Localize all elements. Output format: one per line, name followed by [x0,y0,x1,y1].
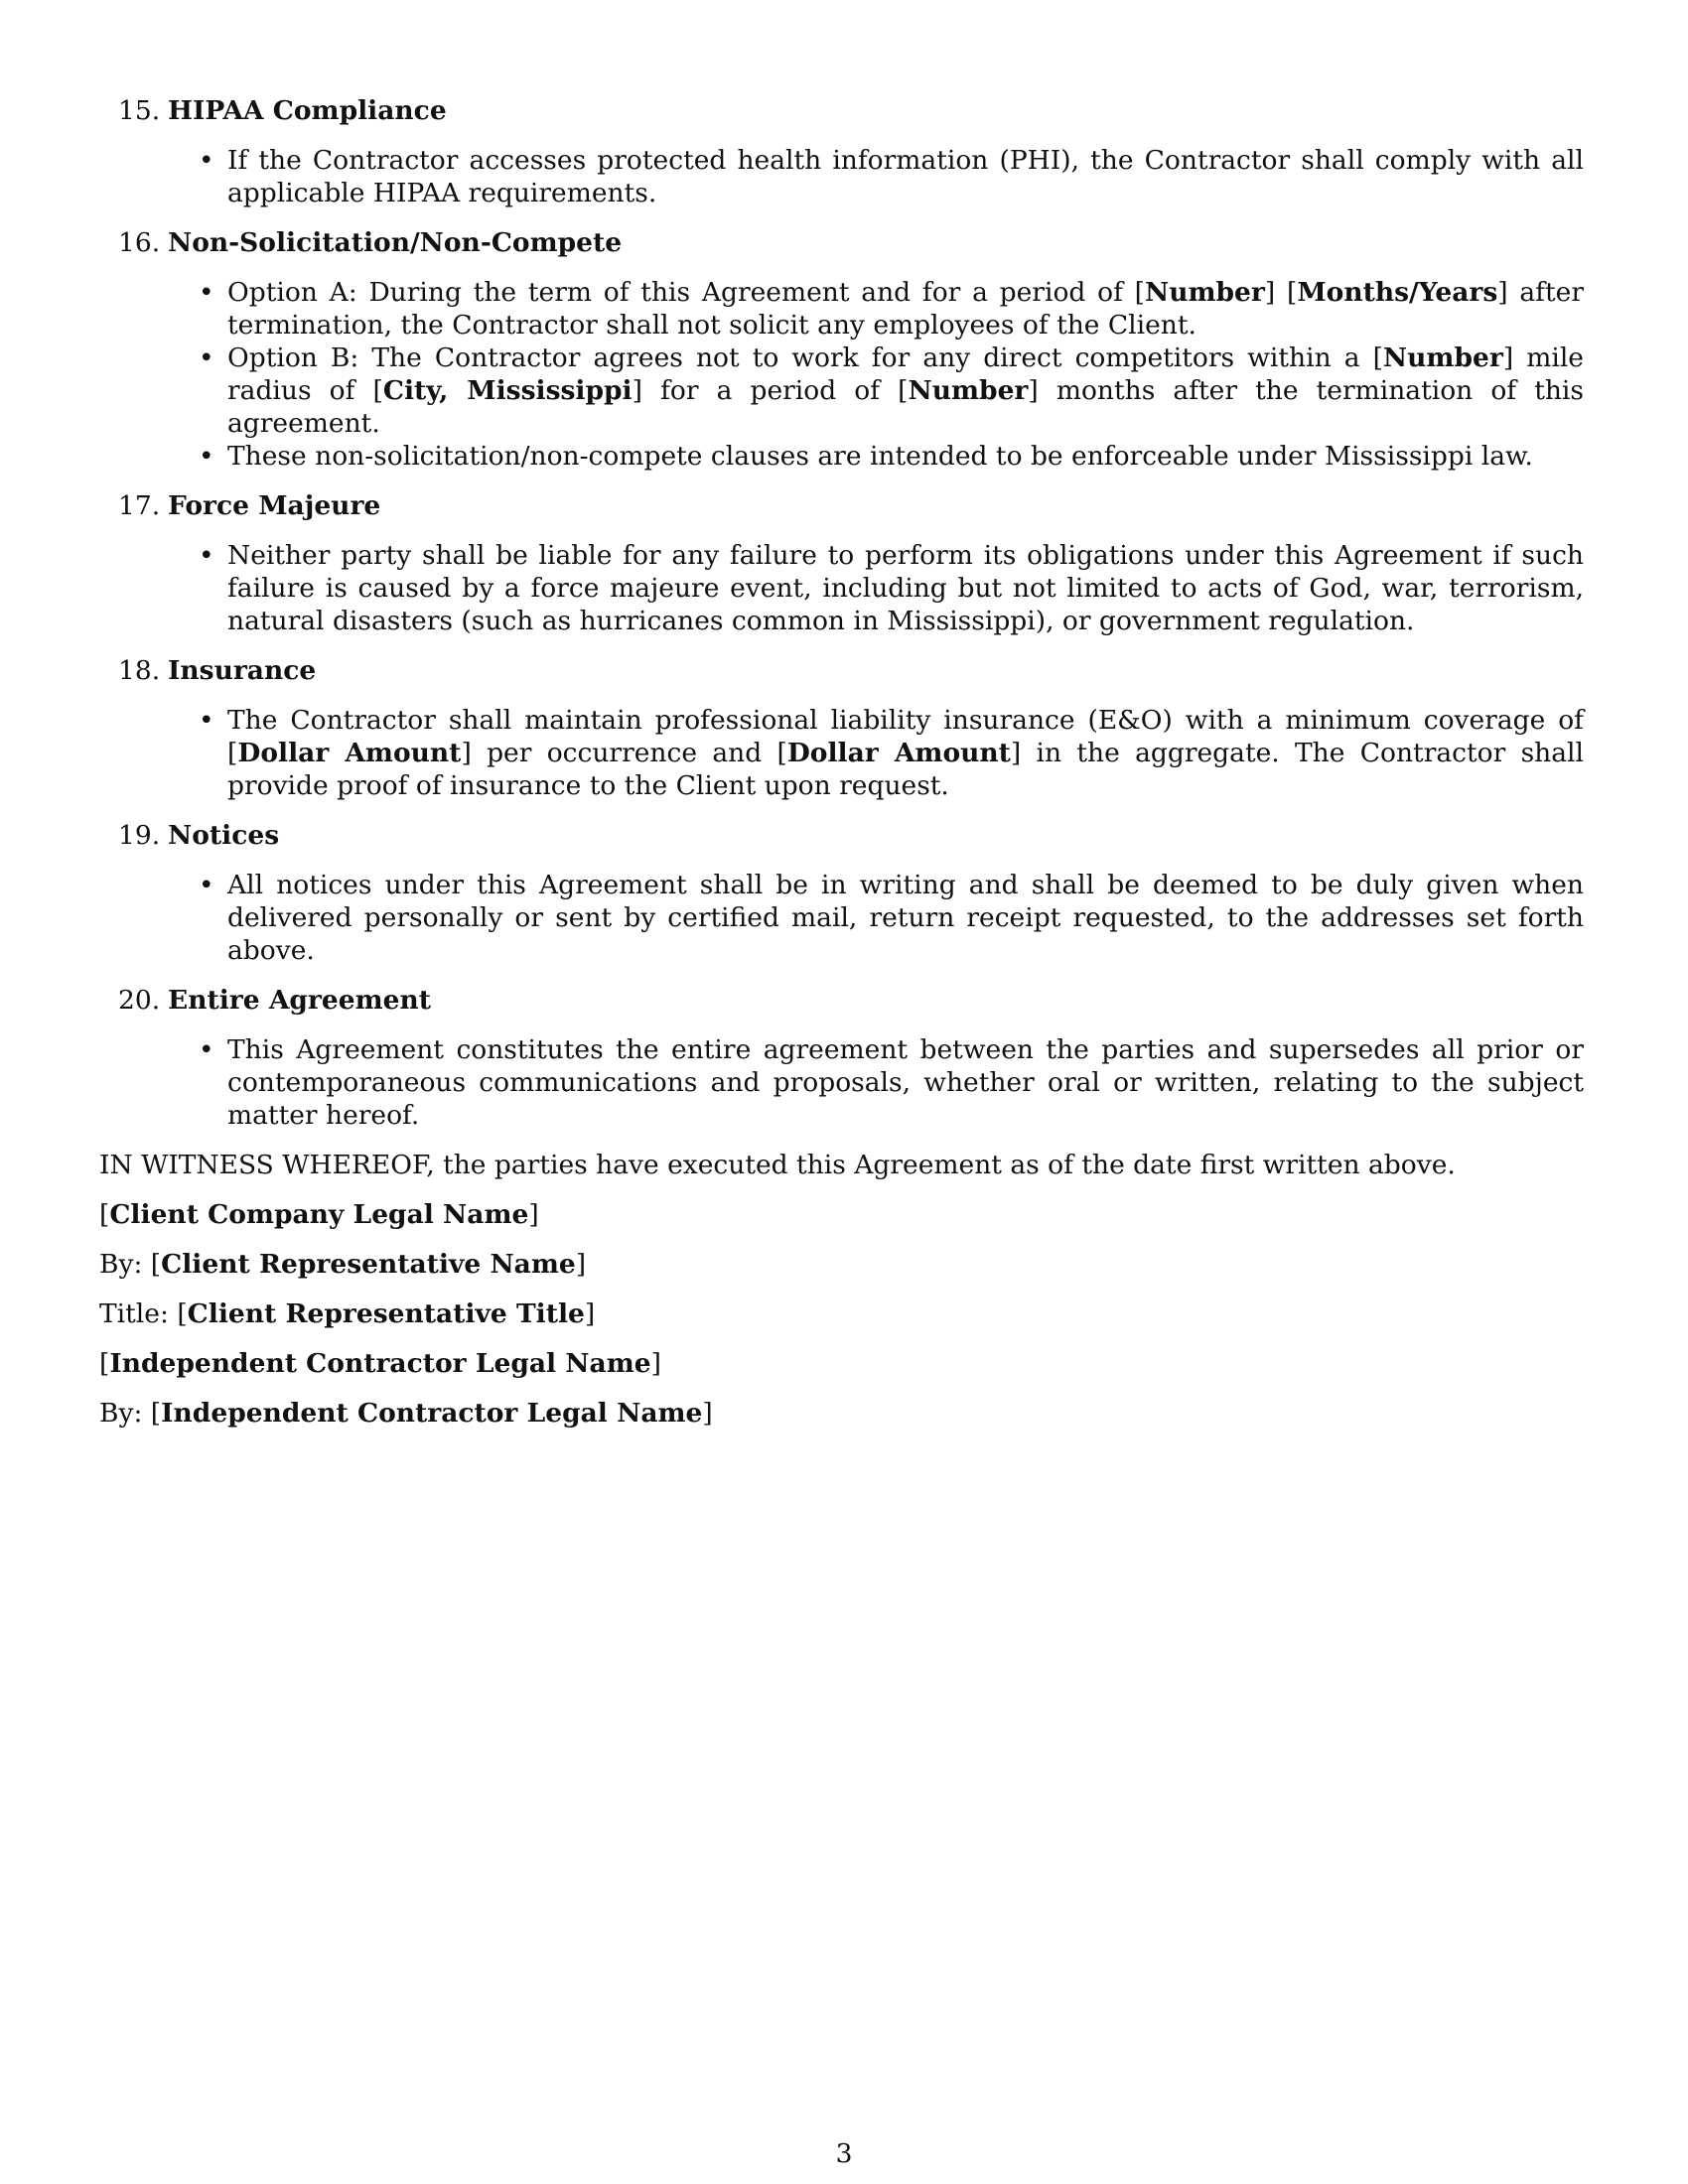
bullet-list [99,1033,1584,1132]
bullet-text: Option A: During the term of this Agreement and for a period of [ [227,277,1145,308]
bullet-text: ] [ [1264,277,1298,308]
section [99,226,1584,473]
bullet-text: ] per occurrence and [ [461,738,787,768]
bullet-item [199,144,1584,209]
section [99,489,1584,637]
signature-name: Independent Contractor Legal Name [109,1348,651,1379]
bracket-close: ] [528,1199,539,1230]
bullet-list [99,539,1584,637]
bullet-dot-icon: • [199,277,214,308]
bullet-list [99,704,1584,802]
section-heading [99,489,1584,522]
bullet-item [199,1033,1584,1132]
bullet-dot-icon: • [199,870,214,900]
witness-clause: IN WITNESS WHEREOF, the parties have executed this Agreement as of the date first written above. [99,1150,1456,1180]
bullet-text: This Agreement constitutes the entire agreement between the parties and supersedes all prior or contemporaneous communications and proposals, whether oral or written, relating to the subject matter hereof. [227,1034,1584,1131]
bullet-list [99,869,1584,967]
page-number: 3 [835,2138,853,2169]
bracket-close: ] [584,1298,596,1329]
section-number: 20. [118,985,161,1016]
signature-block [99,1198,1584,1430]
sections-list [99,94,1584,1132]
bullet-text: ] for a period of [ [632,375,909,406]
placeholder-text: Months/Years [1297,277,1498,308]
bracket-close: ] [575,1249,587,1280]
bracket-open: [ [99,1199,110,1230]
signature-name: Client Representative Title [187,1298,585,1329]
section [99,984,1584,1132]
bracket-open: [ [150,1398,162,1429]
document-page [99,94,1584,1430]
section-number: 19. [118,820,161,851]
bracket-open: [ [150,1249,162,1280]
section-heading [99,654,1584,687]
section-heading [99,94,1584,127]
bracket-open: [ [177,1298,188,1329]
section-title: Force Majeure [168,490,381,521]
signature-name: Independent Contractor Legal Name [161,1398,703,1429]
bullet-text: The Contractor shall maintain professional liability insurance (E&O) with a minimum coverage of [ [227,705,1584,768]
signature-prefix: By: [99,1249,151,1280]
bullet-text: Neither party shall be liable for any failure to perform its obligations under this Agreement if such failure is caused by a force majeure event, including but not limited to acts of God, war, terrorism, natural disasters (such as hurricanes common in Mississippi), or government regulation. [227,540,1584,636]
bullet-item [199,440,1584,473]
bullet-dot-icon: • [199,145,214,176]
section-title: Entire Agreement [168,985,431,1016]
section-heading [99,226,1584,259]
signature-line [99,1198,1584,1231]
signature-line [99,1297,1584,1330]
bracket-close: ] [702,1398,713,1429]
bullet-text: These non-solicitation/non-compete clauses are intended to be enforceable under Mississippi law. [227,441,1533,472]
placeholder-text: Number [1382,342,1503,373]
signature-name: Client Company Legal Name [109,1199,529,1230]
bullet-dot-icon: • [199,540,214,571]
bullet-item [199,704,1584,802]
bullet-text: ] months after the termination of this agreement. [227,375,1584,439]
section-heading [99,819,1584,852]
bullet-text: ] in the aggregate. The Contractor shall provide proof of insurance to the Client upon request. [227,738,1584,801]
bullet-text: If the Contractor accesses protected health information (PHI), the Contractor shall comply with all applicable HIPAA requirements. [227,145,1584,208]
section-title: Notices [168,820,280,851]
placeholder-text: Number [908,375,1029,406]
bullet-dot-icon: • [199,705,214,736]
section [99,94,1584,209]
bullet-item [199,539,1584,637]
bracket-close: ] [650,1348,661,1379]
section-title: Insurance [168,655,317,686]
section [99,819,1584,967]
section-number: 15. [118,95,161,126]
placeholder-text: City, Mississippi [382,375,633,406]
section [99,654,1584,802]
bullet-item [199,869,1584,967]
section-number: 16. [118,227,161,258]
bullet-dot-icon: • [199,342,214,373]
section-number: 17. [118,490,161,521]
bullet-dot-icon: • [199,1034,214,1065]
bullet-list [99,276,1584,473]
signature-prefix: By: [99,1398,151,1429]
bullet-list [99,144,1584,209]
section-number: 18. [118,655,161,686]
signature-line [99,1347,1584,1380]
signature-prefix: Title: [99,1298,178,1329]
bullet-text: ] after termination, the Contractor shall not solicit any employees of the Client. [227,277,1584,341]
section-heading [99,984,1584,1017]
placeholder-text: Dollar Amount [237,738,462,768]
bullet-text: All notices under this Agreement shall be in writing and shall be deemed to be duly given when delivered personally or sent by certified mail, return receipt requested, to the addresses set forth above. [227,870,1584,966]
bullet-text: ] mile radius of [ [227,342,1584,406]
placeholder-text: Number [1145,277,1265,308]
bracket-open: [ [99,1348,110,1379]
bullet-item [199,276,1584,341]
bullet-dot-icon: • [199,441,214,472]
signature-line [99,1248,1584,1281]
bullet-item [199,341,1584,440]
signature-name: Client Representative Name [161,1249,576,1280]
placeholder-text: Dollar Amount [786,738,1011,768]
section-title: Non-Solicitation/Non-Compete [168,227,623,258]
bullet-text: Option B: The Contractor agrees not to work for any direct competitors within a [ [227,342,1383,373]
signature-line [99,1397,1584,1430]
section-title: HIPAA Compliance [168,95,447,126]
